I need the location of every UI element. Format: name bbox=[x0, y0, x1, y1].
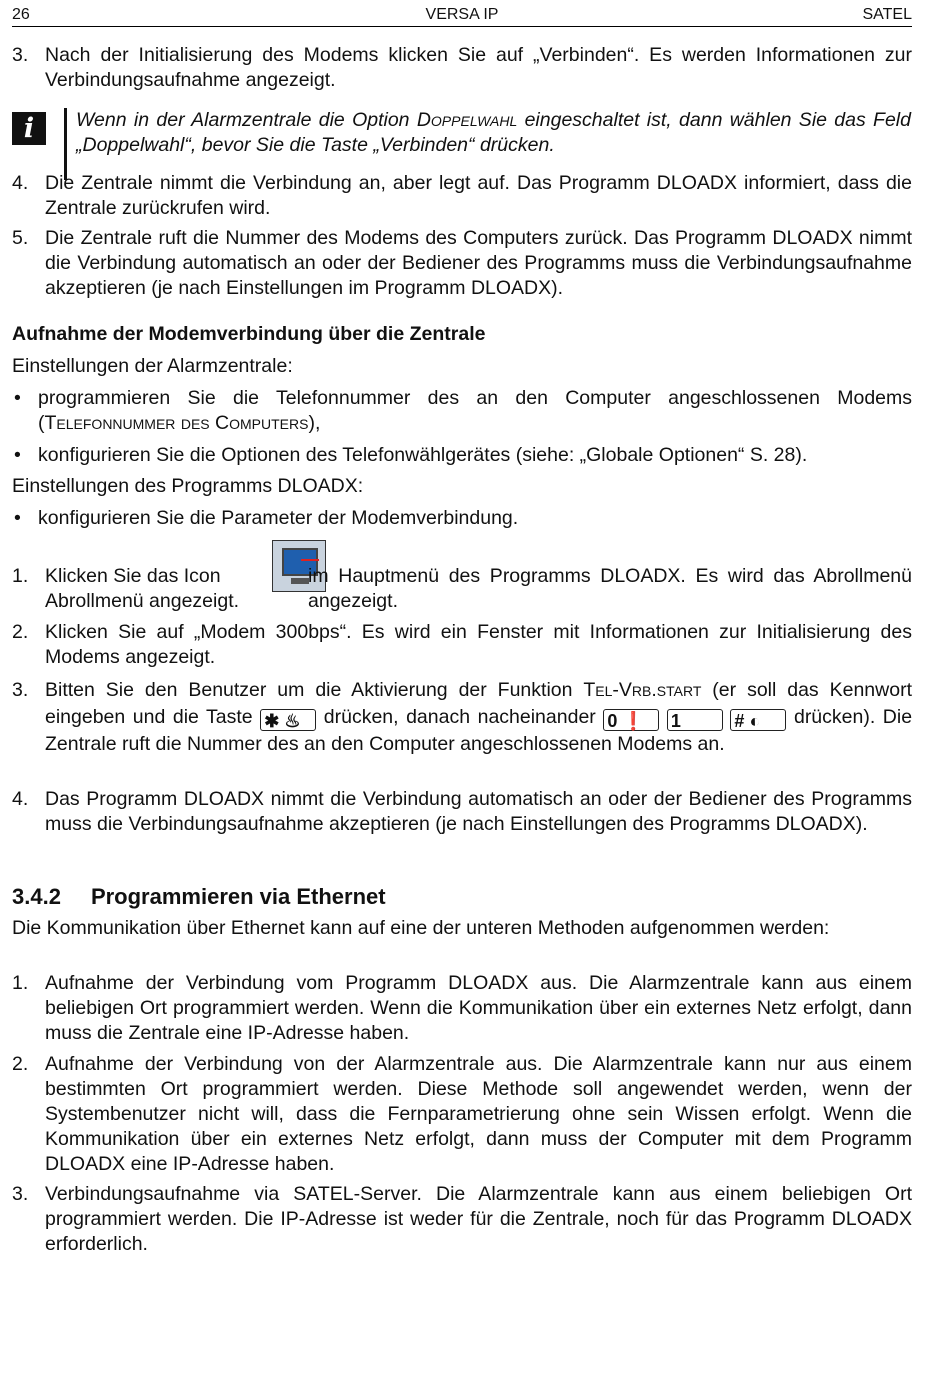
list-item-text: Die Zentrale ruft die Nummer des Modems des Computers zurück. Das Programm DLOADX nimmt die Verbindung automatisch an oder der Bediener des Programms muss die Verbindungsaufnahme akzeptieren (je nach Einstellungen im Programm DLOADX). bbox=[45, 227, 912, 299]
list-item-text: drücken). Die Zentrale ruft die Nummer des an den Computer angeschlossenen Modems an. bbox=[45, 706, 913, 755]
list-item-text: Verbindungsaufnahme via SATEL-Server. Die Alarmzentrale kann aus einem beliebigen Ort programmiert werden. Die IP-Adresse ist weder für die Zentrale, noch für das Programm DLOADX erforderlich. bbox=[45, 1183, 912, 1255]
list-item bbox=[12, 226, 912, 301]
list-item bbox=[12, 971, 912, 1046]
list-item-number: 2. bbox=[12, 1053, 29, 1075]
bullet-item bbox=[12, 506, 912, 531]
section-heading: Aufnahme der Modemverbindung über die Zentrale bbox=[12, 323, 486, 345]
flame-icon: ♨ bbox=[284, 711, 301, 731]
section-title: Programmieren via Ethernet bbox=[90, 884, 386, 909]
section-number: 3.4.2 bbox=[12, 884, 61, 909]
bullet-text: konfigurieren Sie die Parameter der Modemverbindung. bbox=[38, 507, 519, 529]
list-item-number: 4. bbox=[12, 172, 29, 194]
info-note bbox=[12, 108, 911, 158]
list-item-continuation bbox=[12, 589, 912, 614]
list-item-text: Aufnahme der Verbindung von der Alarmzentrale aus. Die Alarmzentrale kann nur aus einem bestimmten Ort programmiert werden. Diese Methode soll angewendet werden, wenn der Systembenutzer nicht will, dass die Fernparametrierung ohne sein Wissen erfolgt. Wenn die Kommunikation über ein externes Netz erfolgt, dann muss der Computer mit dem Programm DLOADX eine IP-Adresse haben. bbox=[45, 1053, 912, 1175]
half-circle-icon: ◐ bbox=[749, 711, 761, 731]
section-heading bbox=[12, 884, 386, 910]
list-item bbox=[12, 787, 912, 837]
list-item-text: (er soll das Kennwort eingeben und die Taste bbox=[45, 679, 912, 728]
list-item bbox=[12, 171, 912, 221]
list-item bbox=[12, 620, 912, 670]
bullet-icon: • bbox=[14, 444, 21, 466]
exclamation-icon: ❗ bbox=[622, 711, 645, 731]
key-star: ✱ ♨ bbox=[260, 709, 316, 731]
list-item bbox=[12, 43, 912, 93]
list-item-number: 3. bbox=[12, 44, 29, 66]
bullet-item bbox=[12, 386, 912, 436]
brand-name: SATEL bbox=[862, 6, 912, 23]
key-hash: # ◐ bbox=[730, 709, 786, 731]
list-item-text: Bitten Sie den Benutzer um die Aktivierung der Funktion bbox=[45, 679, 584, 701]
list-item-number: 2. bbox=[12, 621, 29, 643]
settings-label: Einstellungen des Programms DLOADX: bbox=[12, 475, 364, 497]
list-item-text: Abrollmenü angezeigt. bbox=[45, 590, 240, 612]
list-item-text: Das Programm DLOADX nimmt die Verbindung automatisch an oder der Bediener des Programms muss die Verbindungsaufnahme akzeptieren (je nach Einstellungen des Programms DLOADX). bbox=[45, 788, 912, 835]
note-text: eingeschaltet ist, dann wählen Sie das Feld „Doppelwahl“, bevor Sie die Taste „Verbinden“ drücken. bbox=[76, 109, 911, 156]
page-header bbox=[12, 6, 912, 27]
note-text: Wenn in der Alarmzentrale die Option bbox=[76, 109, 417, 131]
list-item-text: drücken, danach nacheinander bbox=[323, 706, 596, 728]
list-item-number: 3. bbox=[12, 1183, 29, 1205]
bullet-text: konfigurieren Sie die Optionen des Telefonwählgerätes (siehe: „Globale Optionen“ S. 28). bbox=[38, 444, 808, 466]
option-name: Telefonnummer des Computers bbox=[44, 412, 309, 434]
page-number: 26 bbox=[12, 6, 30, 23]
bullet-text: ), bbox=[308, 412, 321, 434]
list-item-number: 5. bbox=[12, 227, 29, 249]
list-item-text: Klicken Sie auf „Modem 300bps“. Es wird ein Fenster mit Informationen zur Initialisierung des Modems angezeigt. bbox=[45, 621, 912, 668]
list-item-number: 1. bbox=[12, 565, 29, 587]
function-name: Tel-Vrb.start bbox=[583, 679, 702, 701]
option-name: Doppelwahl bbox=[416, 109, 518, 131]
step-text-wrapper bbox=[45, 564, 265, 589]
list-item bbox=[12, 677, 912, 758]
note-divider bbox=[64, 108, 67, 180]
key-zero: 0 ❗ bbox=[603, 709, 659, 731]
list-item-text: Klicken Sie das Icon bbox=[45, 565, 221, 587]
list-item bbox=[12, 1052, 912, 1177]
list-item-text: Aufnahme der Verbindung vom Programm DLOADX aus. Die Alarmzentrale kann aus einem beliebigen Ort programmiert werden. Wenn die Kommunikation über ein externes Netz erfolgt, dann muss die Zentrale eine IP-Adresse haben. bbox=[45, 972, 912, 1044]
bullet-icon: • bbox=[14, 507, 21, 529]
info-icon: i bbox=[12, 112, 46, 145]
list-item-number: 1. bbox=[12, 972, 29, 994]
list-item-number: 3. bbox=[12, 679, 29, 701]
list-item-text: Nach der Initialisierung des Modems klicken Sie auf „Verbinden“. Es werden Informationen zur Verbindungsaufnahme angezeigt. bbox=[45, 44, 912, 91]
bullet-item bbox=[12, 443, 912, 468]
bullet-text: programmieren Sie die Telefonnummer des an den Computer angeschlossenen Modems ( bbox=[38, 387, 912, 434]
key-one: 1 bbox=[667, 709, 723, 731]
section-intro: Die Kommunikation über Ethernet kann auf eine der unteren Methoden aufgenommen werden: bbox=[12, 917, 830, 939]
settings-label: Einstellungen der Alarmzentrale: bbox=[12, 355, 293, 377]
list-item-text: im Hauptmenü des Programms DLOADX. Es wird das Abrollmenü angezeigt. bbox=[308, 565, 912, 612]
document-title: VERSA IP bbox=[425, 6, 499, 23]
bullet-icon: • bbox=[14, 387, 21, 409]
list-item bbox=[12, 1182, 912, 1257]
list-item-number: 4. bbox=[12, 788, 29, 810]
list-item-text: Die Zentrale nimmt die Verbindung an, aber legt auf. Das Programm DLOADX informiert, dass die Zentrale zurückrufen wird. bbox=[45, 172, 912, 219]
